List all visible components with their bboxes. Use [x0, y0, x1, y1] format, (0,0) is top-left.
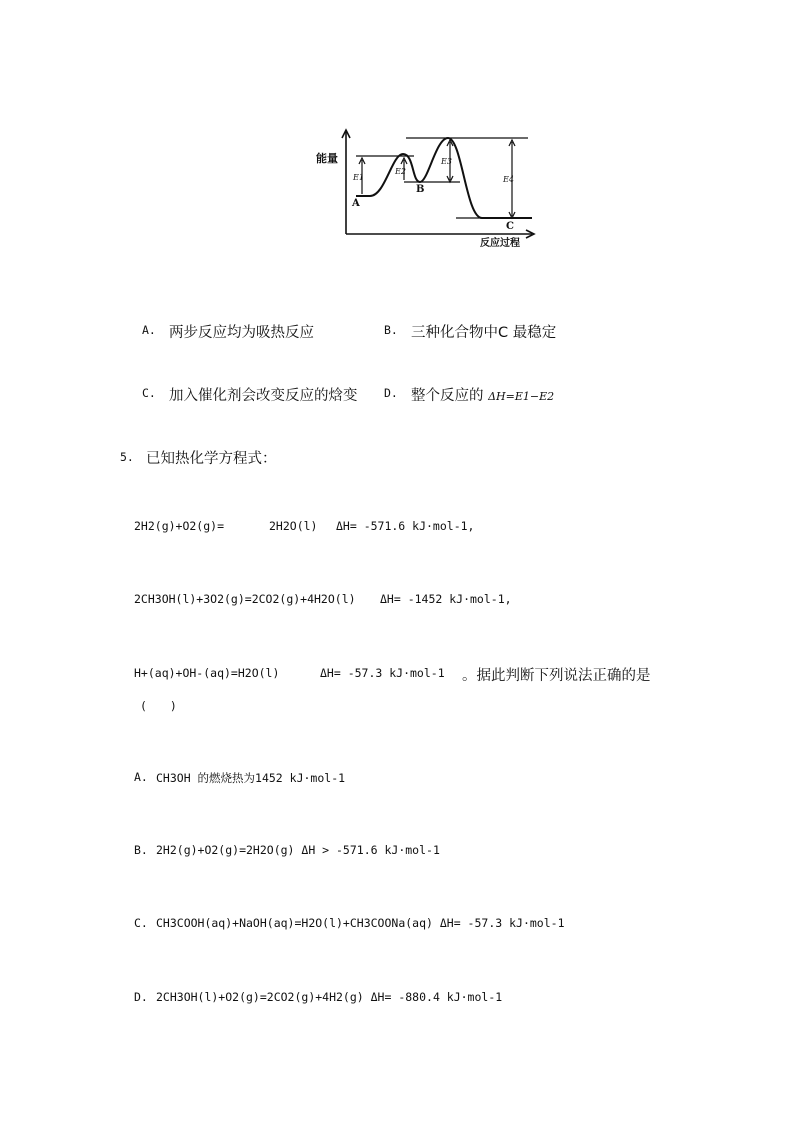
q5-option-c-letter: C. [134, 916, 148, 930]
point-c: C [506, 221, 514, 232]
q5-eq3-tail: 。据此判断下列说法正确的是 [462, 668, 651, 684]
q5-number: 5. [120, 450, 134, 464]
q5-eq1-dh: ΔH= -571.6 kJ·mol-1, [336, 519, 475, 533]
q5-eq1-rhs: 2H2O(l) [269, 519, 318, 533]
energy-diagram [300, 120, 550, 260]
q5-option-d: 2CH3OH(l)+O2(g)=2CO2(g)+4H2(g) ΔH= -880.4 kJ·mol-1 [156, 990, 503, 1004]
q5-answer-blank[interactable]: ( ) [140, 699, 177, 713]
q5-eq2-dh: ΔH= -1452 kJ·mol-1, [380, 592, 512, 606]
q4-option-d-text [411, 384, 554, 405]
energy-e2: E2 [395, 167, 406, 176]
energy-e3: E3 [441, 157, 452, 166]
q5-option-c: CH3COOH(aq)+NaOH(aq)=H2O(l)+CH3COONa(aq) ΔH= -57.3 kJ·mol-1 [156, 916, 565, 930]
q4-option-d-letter: D. [384, 386, 398, 400]
q5-eq1-lhs: 2H2(g)+O2(g)= [134, 519, 225, 533]
q5-eq3: H+(aq)+OH-(aq)=H2O(l) [134, 666, 280, 680]
q5-option-a: CH3OH 的燃烧热为1452 kJ·mol-1 [156, 771, 346, 785]
q4-option-d-dh: ΔH=E1−E2 [488, 390, 555, 403]
energy-e4: E4 [503, 175, 514, 184]
q5-eq3-dh: ΔH= -57.3 kJ·mol-1 [320, 666, 445, 680]
q5-stem: 已知热化学方程式： [146, 451, 277, 467]
point-b: B [416, 184, 425, 195]
energy-e1: E1 [353, 173, 364, 182]
q5-option-d-letter: D. [134, 990, 148, 1004]
point-a: A [352, 198, 360, 209]
q4-option-c-text: 加入催化剂会改变反应的焓变 [169, 388, 358, 404]
q4-option-c-letter: C. [142, 386, 156, 400]
q5-eq2: 2CH3OH(l)+3O2(g)=2CO2(g)+4H2O(l) [134, 592, 356, 606]
q5-option-a-letter: A. [134, 770, 148, 784]
diagram-y-label: 能量 [316, 152, 338, 165]
q5-option-b: 2H2(g)+O2(g)=2H2O(g) ΔH > -571.6 kJ·mol-1 [156, 843, 440, 857]
q4-option-a-text: 两步反应均为吸热反应 [169, 325, 314, 341]
diagram-x-label: 反应过程 [480, 238, 520, 249]
q4-option-b-text: 三种化合物中C 最稳定 [411, 325, 557, 341]
q4-option-b-letter: B. [384, 323, 398, 337]
q5-option-b-letter: B. [134, 843, 148, 857]
q4-option-d-stem: 整个反应的 [411, 388, 484, 404]
q4-option-a-letter: A. [142, 323, 156, 337]
